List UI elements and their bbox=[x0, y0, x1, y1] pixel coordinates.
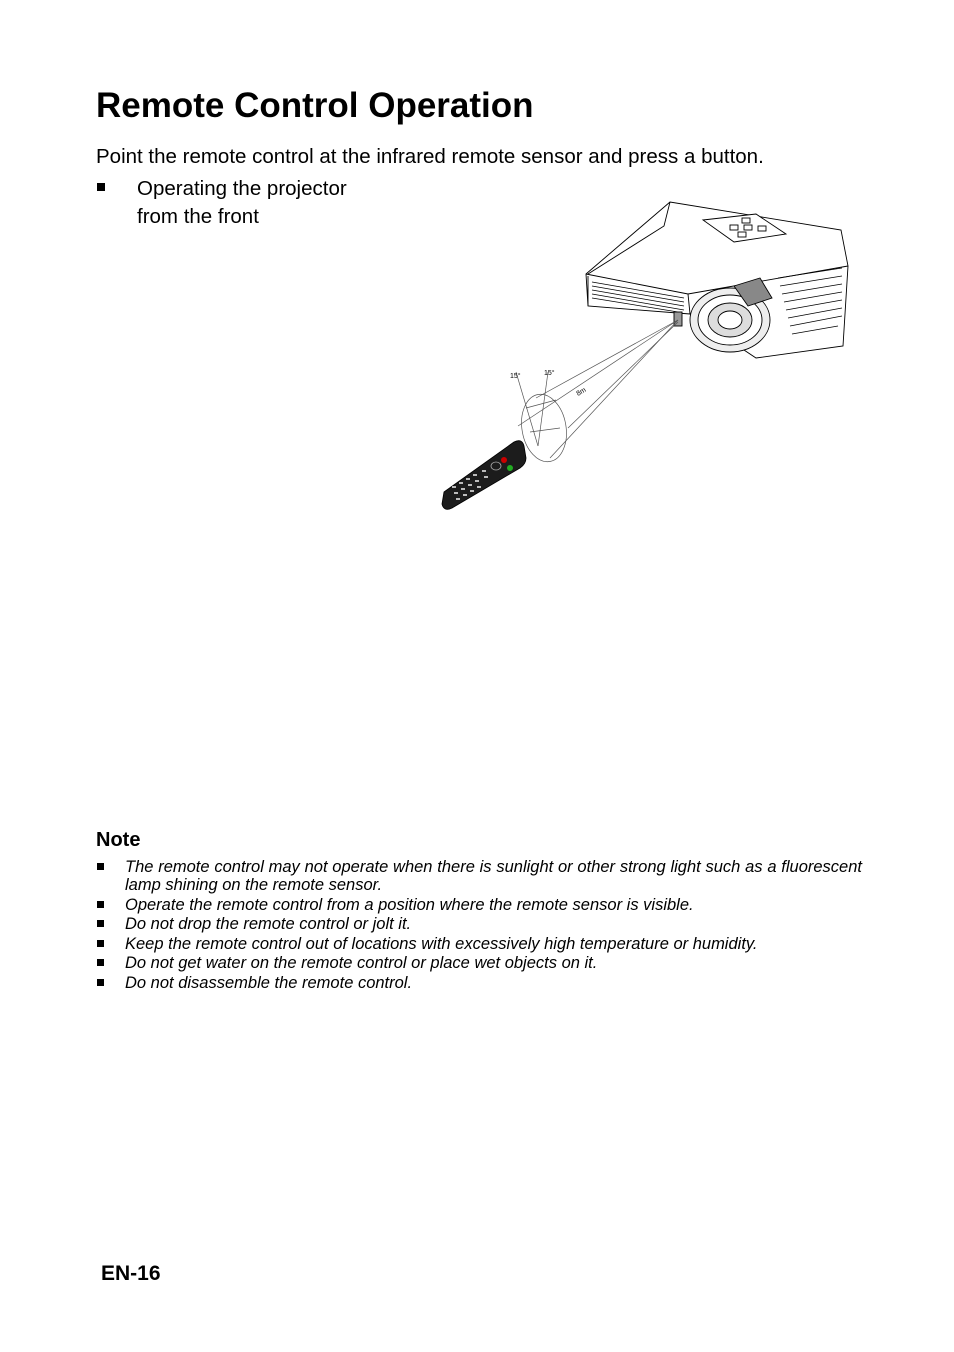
note-text: Operate the remote control from a position where the remote sensor is visible. bbox=[125, 895, 694, 914]
angle-right-label: 15° bbox=[544, 370, 555, 377]
square-bullet-icon bbox=[97, 920, 104, 927]
note-text: Keep the remote control out of locations with excessively high temperature or humidity. bbox=[125, 934, 758, 953]
list-item bbox=[96, 858, 862, 894]
remote-projector-illustration bbox=[438, 196, 856, 514]
square-bullet-icon bbox=[97, 863, 104, 870]
page-title: Remote Control Operation bbox=[96, 86, 534, 125]
list-item bbox=[96, 954, 862, 972]
distance-label: 8m bbox=[575, 386, 588, 398]
angle-left-label: 15° bbox=[510, 373, 521, 380]
note-text: Do not disassemble the remote control. bbox=[125, 973, 413, 992]
list-item bbox=[96, 974, 862, 992]
square-bullet-icon bbox=[97, 183, 105, 191]
sub-bullet-line-1: Operating the projector bbox=[137, 177, 347, 200]
note-heading: Note bbox=[96, 829, 141, 851]
note-list bbox=[96, 858, 862, 993]
note-text: The remote control may not operate when there is sunlight or other strong light such as a fluorescent lamp shining on the remote sensor. bbox=[125, 858, 862, 894]
note-text: Do not drop the remote control or jolt it. bbox=[125, 915, 412, 933]
square-bullet-icon bbox=[97, 979, 104, 986]
square-bullet-icon bbox=[97, 901, 104, 908]
remote-control-illustration bbox=[442, 441, 526, 510]
projector-illustration bbox=[586, 202, 848, 358]
square-bullet-icon bbox=[97, 959, 104, 966]
page-number: EN-16 bbox=[101, 1262, 161, 1285]
sub-bullet-text bbox=[137, 175, 457, 231]
infrared-beam bbox=[516, 320, 678, 465]
list-item bbox=[96, 915, 862, 933]
intro-text: Point the remote control at the infrared remote sensor and press a button. bbox=[96, 145, 764, 168]
list-item bbox=[96, 935, 862, 953]
list-item bbox=[96, 896, 862, 914]
sub-bullet-line-2: from the front bbox=[137, 205, 259, 228]
note-text: Do not get water on the remote control or place wet objects on it. bbox=[125, 954, 598, 972]
square-bullet-icon bbox=[97, 940, 104, 947]
